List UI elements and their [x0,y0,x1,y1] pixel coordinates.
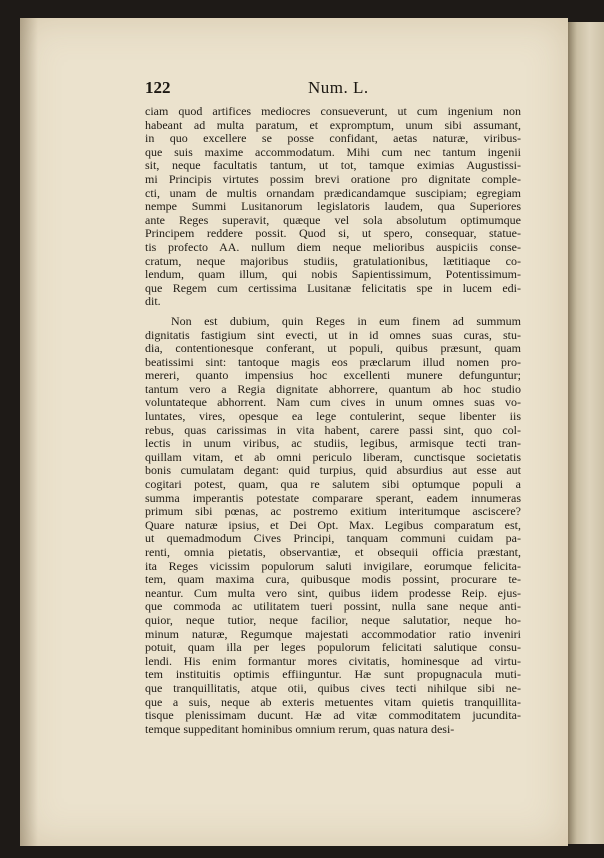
text-line: voluntateque abhorrent. Nam cum cives in unum omnes suas vo- [145,395,521,410]
text-line: potuit, quam illa per leges populorum felicitati salutique consu- [145,640,521,655]
text-line: ciam quod artifices mediocres consueverunt, ut cum ingenium non [145,104,521,118]
text-line: dia, contentionesque conferant, ut populi, quibus præsunt, quam [145,341,521,356]
text-line: Non est dubium, quin Reges in eum finem ad summum [171,313,521,328]
text-line: Principem reddere possit. Quod si, ut spero, consequar, statue- [145,226,521,241]
text-line: beatissimi sint: tantoque magis eos præclarum illud nomen pro- [145,354,521,369]
paragraph-2 [145,315,521,736]
text-line: temque suppeditant hominibus omnium rerum, quas natura desi- [145,721,455,736]
text-line: nempe Summi Lusitanorum legislatoris laudem, qua Superiores [145,199,521,214]
text-line: que a suis, neque ab exteris metuentes vitam quietis tranquillita- [145,694,521,709]
text-line: bonis cumulatam degant: quid turpius, quid absurdius aut esse aut [145,463,521,478]
text-line: rebus, quas carissimas in vita habent, carere passi sint, quo col- [145,422,521,437]
text-line: summa imperantis potestate comparare sperant, eadem innumeras [145,490,521,505]
text-line: ante Reges superavit, quæque vel sola absolutum optimumque [145,212,521,227]
text-line: tis profecto AA. nullum diem neque melioribus auspiciis conse- [145,239,521,254]
text-line: ita Reges vicissim populorum saluti invigilare, eorumque felicita- [145,558,521,573]
text-line: que suis maxime accommodatum. Mihi cum nec tantum ingenii [145,144,521,159]
text-line: in quo excellere se posse confidant, aetas naturæ, viribus- [145,131,521,146]
text-line: primum sibi pœnas, ac postremo exitium interitumque asciscere? [145,504,521,519]
text-line: quior, neque tutior, neque facilior, neque salutatior, neque ho- [145,612,521,627]
text-line: lectis in unum viribus, ac studiis, legibus, armisque tecti tran- [145,436,521,451]
text-line: tem instituitis optimis effiinguntur. Hæ sunt propugnacula muti- [145,667,521,682]
text-line: dit. [145,294,161,309]
text-line: tisque plenissimam ducunt. Hæ ad vitæ commoditatem jucundita- [145,708,521,723]
text-line: lendi. His enim formantur mores civitatis, hominesque ad virtu- [145,653,521,668]
text-line: luntates, vires, opesque ea lege contulerint, seque libenter iis [145,409,521,424]
text-line: cratum, neque majoribus studiis, gratulationibus, lætitiaque co- [145,253,521,268]
text-line: renti, omnia pietatis, observantiæ, et obsequii officia præstant, [145,545,521,559]
text-line: mi Principis virtutes possim brevi oratione pro dignitate comple- [145,171,521,186]
adjacent-page-edge [568,22,604,844]
text-line: neantur. Cum multa vero sint, quibus iidem prodesse Reip. ejus- [145,585,521,600]
page-number: 122 [145,78,171,97]
text-line: que commoda ac utilitatem tueri possint, nulla sane neque anti- [145,599,521,614]
gutter-shadow [20,18,38,846]
page-header [145,78,520,102]
text-line: tantum vero a Regia dignitate abhorrere, quantum ab hoc studio [145,381,521,396]
text-line: quillam vitam, et ab omni periculo liberam, cunctisque societatis [145,449,521,464]
text-line: que tranquillitatis, atque otii, quibus cives tecti nihilque sibi ne- [145,680,521,695]
text-line: sit, neque facultatis tantum, ut tot, tamque eximias Augustissi- [145,158,521,173]
text-line: habeant ad multa paratum, et expromptum, unum sibi assumant, [145,117,521,132]
text-line: dignitatis fastigium sint evecti, ut in id omnes suas curas, stu- [145,327,521,342]
paragraph-1 [145,105,521,309]
body-text [145,105,521,736]
text-line: minum naturæ, Regumque majestati accommodatior ratio inveniri [145,626,521,641]
text-line: mereri, quanto impensius hoc excellenti munere defunguntur; [145,368,521,383]
text-line: ut quemadmodum Cives Principi, tanquam communi cuidam pa- [145,531,521,546]
text-line: lendum, quam illum, qui nobis Sapientissimum, Potentissimum- [145,267,521,282]
text-line: que Regem cum certissima Lusitanæ felicitatis spe in lucem edi- [145,280,521,295]
text-line: cti, unam de multis ornandam prædicandamque suscipiam; egregiam [145,185,521,200]
text-line: tem, quam maxima cura, quibusque modis possint, procurare te- [145,572,521,587]
text-line: Quare naturæ ipsius, et Dei Opt. Max. Legibus comparatum est, [145,517,521,532]
running-title: Num. L. [308,78,369,97]
text-line: cogitari potest, quam, qua re salutem sibi optumque populi a [145,477,521,492]
